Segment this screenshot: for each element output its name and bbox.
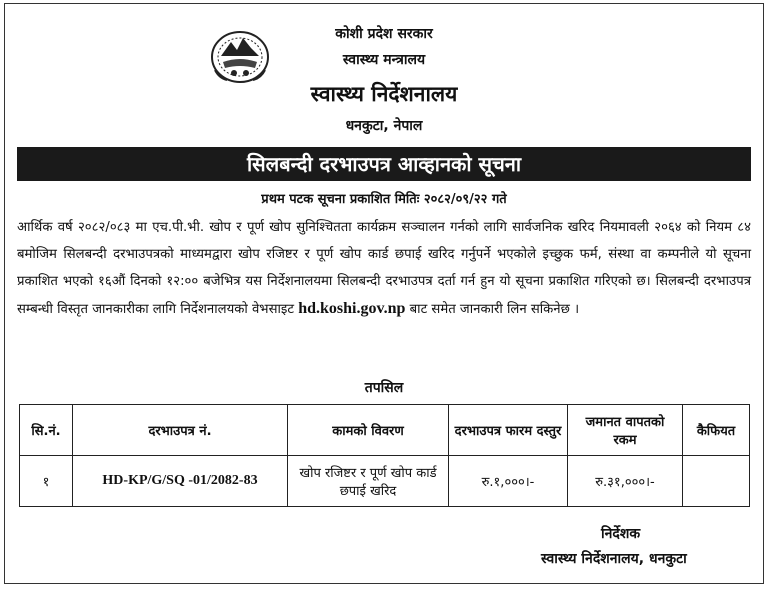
table-row: [20, 456, 750, 507]
office-name: स्वास्थ्य निर्देशनालय: [310, 82, 458, 106]
body-text: आर्थिक वर्ष २०८२/०८३ मा एच.पी.भी. खोप र पूर्ण खोप सुनिश्चितता कार्यक्रम सञ्चालन गर्नको लागि सार्वजनिक खरिद नियमावली २०६४ को नियम ८४ बमोजिम सिलबन्दी दरभाउपत्रको माध्यमद्वारा खोप रजिष्टर र पूर्ण खोप कार्ड छपाई खरिद गर्नुपर्ने भएकोले इच्छुक फर्म, संस्था वा कम्पनीले यो सूचना प्रकाशित भएको १६औं दिनको १२:०० बजेभित्र यस निर्देशनालयमा सिलबन्दी दरभाउपत्र दर्ता गर्न हुन यो सूचना प्रकाशित गरिएको छ। सिलबन्दी दरभाउपत्र सम्बन्धी विस्तृत जानकारीका लागि निर्देशनालयको वेभसाइट: [17, 220, 751, 317]
signatory-office: स्वास्थ्य निर्देशनालय, धनकुटा: [541, 551, 687, 567]
column-header: सि.नं.: [20, 405, 73, 456]
government-name: कोशी प्रदेश सरकार: [335, 26, 433, 42]
column-header: कामको विवरण: [288, 405, 449, 456]
signatory-title: निर्देशक: [601, 526, 641, 542]
publication-date: प्रथम पटक सूचना प्रकाशित मितिः २०८२/०९/२२ गते: [261, 192, 507, 207]
notice-title: सिलबन्दी दरभाउपत्र आव्हानको सूचना: [17, 147, 751, 181]
tender-number: HD-KP/G/SQ -01/2082-83: [73, 456, 288, 507]
work-description: खोप रजिष्टर र पूर्ण खोप कार्ड छपाई खरिद: [288, 456, 449, 507]
security-amount: रु.३१,०००।-: [568, 456, 683, 507]
form-fee: रु.१,०००।-: [449, 456, 568, 507]
serial-number: १: [20, 456, 73, 507]
section-heading: तपसिल: [364, 380, 404, 396]
table-header-row: [20, 405, 750, 456]
ministry-name: स्वास्थ्य मन्त्रालय: [342, 52, 426, 68]
body-text-end: बाट समेत जानकारी लिन सकिनेछ ।: [409, 302, 580, 317]
website-link[interactable]: hd.koshi.gov.np: [298, 300, 406, 317]
notice-body: [17, 214, 751, 323]
notice-page: [4, 3, 764, 584]
column-header: जमानत वापतको रकम: [568, 405, 683, 456]
column-header: दरभाउपत्र नं.: [73, 405, 288, 456]
tender-table: [19, 404, 750, 507]
column-header: दरभाउपत्र फारम दस्तुर: [449, 405, 568, 456]
office-location: धनकुटा, नेपाल: [345, 118, 423, 134]
remarks: [683, 456, 750, 507]
column-header: कैफियत: [683, 405, 750, 456]
